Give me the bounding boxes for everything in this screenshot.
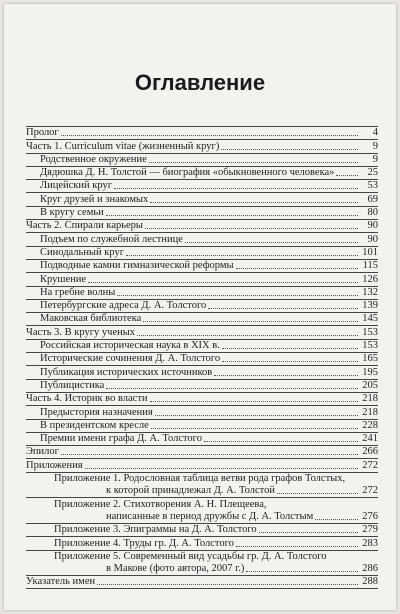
toc-leader-dots <box>151 428 358 429</box>
toc-leader-dots <box>214 375 358 376</box>
toc-entry-title: Эпилог <box>26 446 59 458</box>
toc-leader-dots <box>204 441 358 442</box>
toc-entry <box>26 380 378 393</box>
toc-entry <box>26 127 378 140</box>
toc-leader-dots <box>143 321 358 322</box>
toc-entry-page: 139 <box>362 300 378 312</box>
toc-entry-page: 283 <box>362 537 378 549</box>
book-page <box>4 4 396 610</box>
toc-entry-title: Круг друзей и знакомых <box>40 193 149 205</box>
toc-entry-title: Подъем по служебной лестнице <box>40 233 183 245</box>
toc-leader-dots <box>106 215 358 216</box>
toc-entry <box>26 511 378 524</box>
toc-entry-title: Исторические сочинения Д. А. Толстого <box>40 353 221 365</box>
toc-entry <box>26 459 378 472</box>
toc-entry <box>26 485 378 498</box>
toc-entry-title: Маковская библиотека <box>40 313 142 325</box>
toc-entry-page: 195 <box>362 366 378 378</box>
toc-entry-page: 126 <box>362 273 378 285</box>
toc-entry-title: Часть 4. Историк во власти <box>26 393 148 405</box>
toc-entry-page: 153 <box>362 340 378 352</box>
toc-entry <box>26 273 378 286</box>
toc-entry <box>26 247 378 260</box>
toc-leader-dots <box>106 388 358 389</box>
toc-entry <box>26 353 378 366</box>
toc-entry-page: 80 <box>367 207 378 219</box>
toc-leader-dots <box>277 493 358 494</box>
toc-entry-page: 218 <box>362 406 378 418</box>
toc-entry <box>26 220 378 233</box>
toc-entry-page: 205 <box>362 379 378 391</box>
toc-entry-title: Крушение <box>40 273 87 285</box>
toc-leader-dots <box>236 268 358 269</box>
toc-entry <box>26 420 378 433</box>
toc-entry <box>26 193 378 206</box>
toc-entry <box>26 260 378 273</box>
toc-entry-title: к которой принадлежал Д. А. Толстой <box>106 485 275 497</box>
toc-entry-page: 90 <box>367 220 378 232</box>
toc-entry-page: 153 <box>362 326 378 338</box>
toc-entry <box>26 563 378 576</box>
toc-leader-dots <box>236 546 358 547</box>
toc-entry-title: Пролог <box>26 127 59 139</box>
toc-entry-page: 288 <box>362 576 378 588</box>
toc-leader-dots <box>85 468 358 469</box>
toc-entry-page: 272 <box>362 459 378 471</box>
toc-entry-page: 241 <box>362 433 378 445</box>
toc-entry-title: В кругу семьи <box>40 207 104 219</box>
toc-entry-title: Подводные камни гимназической реформы <box>40 260 234 272</box>
toc-leader-dots <box>246 571 358 572</box>
toc-entry <box>26 167 378 180</box>
toc-leader-dots <box>259 532 358 533</box>
toc-entry <box>26 207 378 220</box>
toc-leader-dots <box>315 519 358 520</box>
toc-entry-page: 25 <box>367 167 378 179</box>
toc-entry <box>26 180 378 193</box>
toc-entry-title: Публицистика <box>40 379 105 391</box>
toc-leader-dots <box>97 584 358 585</box>
toc-entry-title: Часть 2. Спирали карьеры <box>26 220 143 232</box>
toc-entry-title: Родственное окружение <box>40 153 147 165</box>
toc-entry <box>26 537 378 550</box>
toc-leader-dots <box>145 228 358 229</box>
toc-entry-page: 145 <box>362 313 378 325</box>
toc-entry <box>26 393 378 406</box>
toc-entry <box>26 340 378 353</box>
toc-entry <box>26 326 378 339</box>
toc-entry-title: Российская историческая наука в XIX в. <box>40 340 220 352</box>
toc-entry <box>26 406 378 419</box>
toc-entry-title: На гребне волны <box>40 286 116 298</box>
toc-entry-title: Петербургские адреса Д. А. Толстого <box>40 300 207 312</box>
toc-entry-title: Приложения <box>26 459 83 471</box>
toc-leader-dots <box>126 255 358 256</box>
toc-entry-page: 228 <box>362 419 378 431</box>
toc-entry <box>26 576 378 589</box>
toc-leader-dots <box>61 135 358 136</box>
toc-entry-page: 9 <box>372 140 378 152</box>
toc-entry-title: Приложение 1. Родословная таблица ветви рода графов Толстых, <box>54 473 346 485</box>
toc-entry-title: Часть 3. В кругу ученых <box>26 326 136 338</box>
table-of-contents <box>26 126 378 589</box>
toc-leader-dots <box>150 202 358 203</box>
toc-entry <box>26 287 378 300</box>
toc-entry-title: Часть 1. Curriculum vitae (жизненный круг) <box>26 140 220 152</box>
toc-leader-dots <box>137 335 358 336</box>
toc-entry-title: Приложение 4. Труды гр. Д. А. Толстого <box>54 537 234 549</box>
toc-entry-title: Приложение 2. Стихотворения А. Н. Плещеева, <box>54 498 267 510</box>
toc-entry-page: 69 <box>367 193 378 205</box>
toc-entry <box>26 300 378 313</box>
toc-entry-page: 101 <box>362 246 378 258</box>
toc-entry-title: Лицейский круг <box>40 180 113 192</box>
toc-entry-page: 165 <box>362 353 378 365</box>
toc-entry <box>26 366 378 379</box>
toc-entry <box>26 140 378 153</box>
toc-leader-dots <box>114 188 358 189</box>
toc-entry-page: 276 <box>362 510 378 522</box>
toc-leader-dots <box>222 361 358 362</box>
toc-entry <box>26 551 378 563</box>
toc-entry-page: 266 <box>362 446 378 458</box>
toc-entry-title: Синодальный круг <box>40 246 124 258</box>
toc-entry-title: Премии имени графа Д. А. Толстого <box>40 433 202 445</box>
toc-leader-dots <box>221 149 358 150</box>
toc-entry <box>26 233 378 246</box>
toc-entry-title: Публикация исторических источников <box>40 366 213 378</box>
toc-leader-dots <box>149 162 358 163</box>
toc-entry-title: Приложение 3. Эпиграммы на Д. А. Толстого <box>54 524 257 536</box>
toc-entry-title: написанные в период дружбы с Д. А. Толстым <box>106 510 314 522</box>
toc-entry-page: 132 <box>362 286 378 298</box>
toc-leader-dots <box>222 348 358 349</box>
toc-entry-page: 286 <box>362 563 378 575</box>
toc-entry-page: 115 <box>362 260 378 272</box>
toc-entry <box>26 313 378 326</box>
toc-entry-page: 4 <box>372 127 378 139</box>
toc-leader-dots <box>88 282 358 283</box>
toc-entry <box>26 433 378 446</box>
toc-leader-dots <box>336 175 358 176</box>
toc-leader-dots <box>117 295 358 296</box>
toc-entry-title: в Макове (фото автора, 2007 г.) <box>106 563 245 575</box>
toc-entry-page: 279 <box>362 524 378 536</box>
toc-entry-page: 272 <box>362 485 378 497</box>
toc-leader-dots <box>208 308 358 309</box>
toc-entry-page: 218 <box>362 393 378 405</box>
page-title: Оглавление <box>134 70 266 95</box>
toc-entry-title: Указатель имен <box>26 576 96 588</box>
toc-entry <box>26 446 378 459</box>
toc-leader-dots <box>61 454 358 455</box>
toc-entry-title: В президентском кресле <box>40 419 149 431</box>
toc-entry-title: Дядюшка Д. Н. Толстой — биография «обыкновенного человека» <box>40 167 335 179</box>
toc-entry <box>26 473 378 485</box>
toc-entry-page: 53 <box>367 180 378 192</box>
toc-entry-page: 9 <box>372 153 378 165</box>
toc-entry-page: 90 <box>367 233 378 245</box>
toc-entry <box>26 498 378 510</box>
toc-entry-title: Приложение 5. Современный вид усадьбы гр. Д. А. Толстого <box>54 550 327 562</box>
toc-leader-dots <box>150 401 358 402</box>
toc-entry <box>26 524 378 537</box>
toc-entry <box>26 154 378 167</box>
toc-leader-dots <box>155 415 358 416</box>
toc-leader-dots <box>185 242 358 243</box>
toc-entry-title: Предыстория назначения <box>40 406 153 418</box>
